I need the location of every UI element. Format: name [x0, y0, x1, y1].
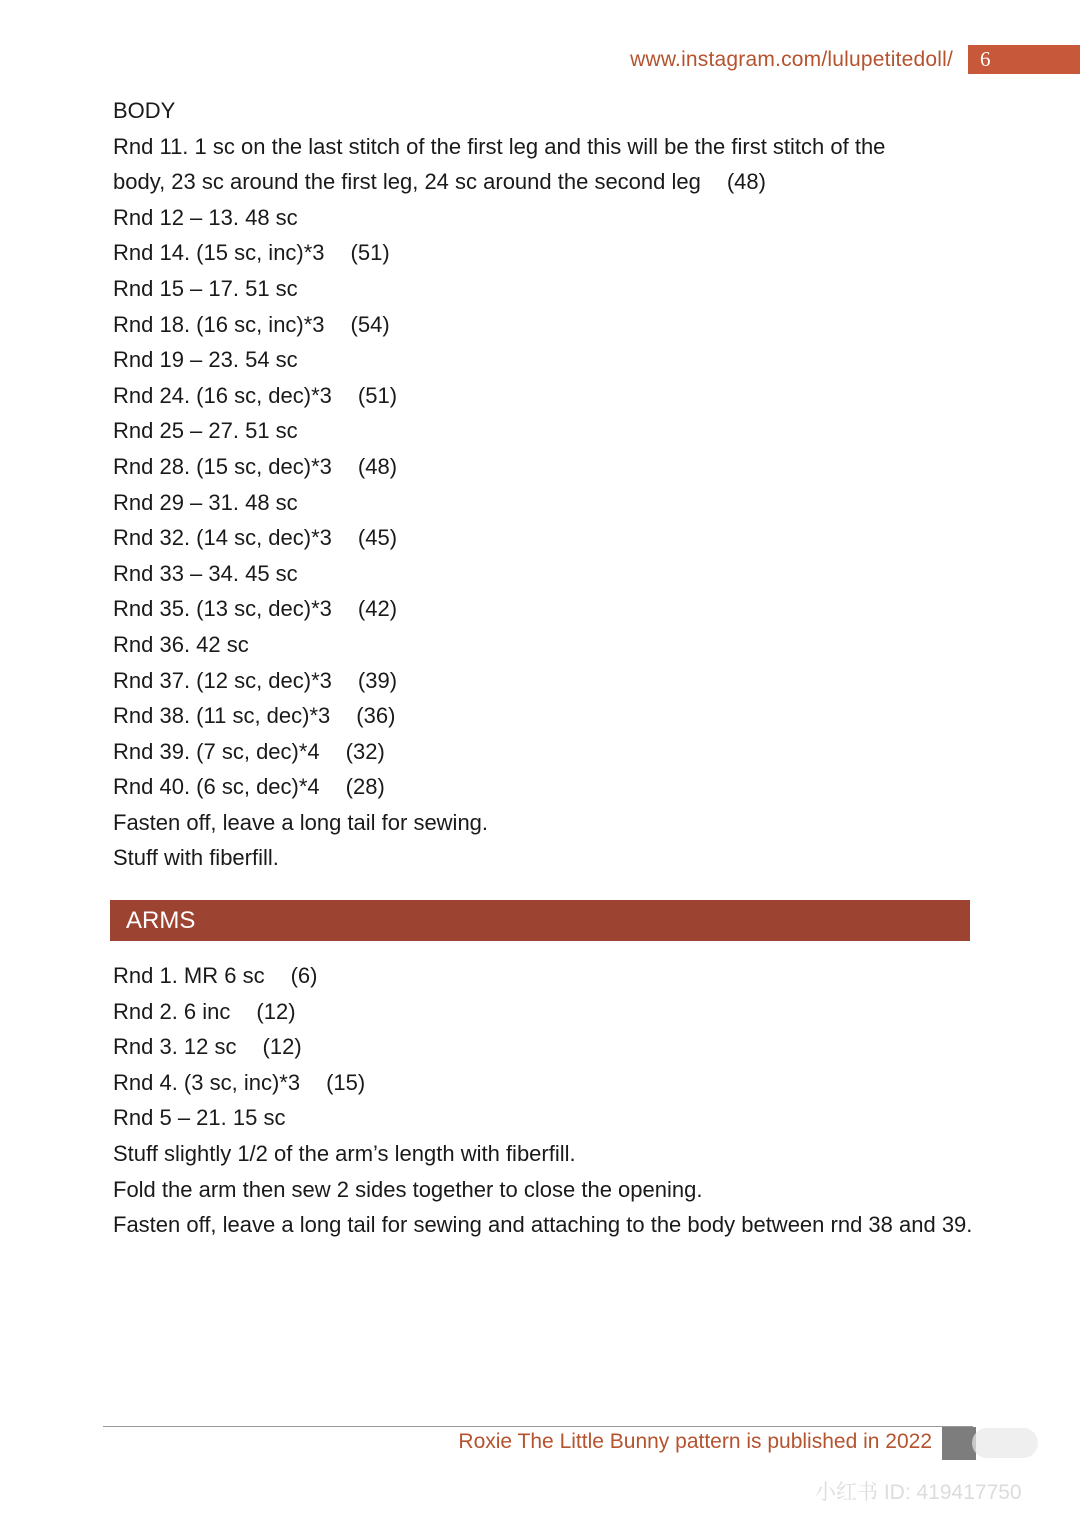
footer-gray-box — [942, 1427, 976, 1460]
row-text: Rnd 14. (15 sc, inc)*3 — [113, 240, 325, 266]
rnd11-line-1: Rnd 11. 1 sc on the last stitch of the first leg and this will be the first stitch of the — [113, 133, 886, 159]
row-stitch-count: (6) — [290, 963, 318, 988]
pattern-row — [113, 449, 973, 485]
pattern-row — [113, 1136, 973, 1172]
row-text: Rnd 39. (7 sc, dec)*4 — [113, 738, 320, 764]
arms-rows — [113, 958, 973, 1207]
footer-divider — [103, 1426, 973, 1427]
row-stitch-count: (36) — [356, 703, 396, 729]
pattern-row — [113, 556, 973, 592]
row-stitch-count: (12) — [262, 1034, 302, 1060]
pattern-row — [113, 627, 973, 663]
row-text: Rnd 15 – 17. 51 sc — [113, 275, 298, 301]
row-text: Rnd 40. (6 sc, dec)*4 — [113, 774, 320, 800]
arms-final-paragraph: Fasten off, leave a long tail for sewing and attaching to the body between rnd 38 and 39. — [113, 1212, 973, 1238]
section-bar-arms: ARMS — [110, 900, 970, 941]
pattern-row — [113, 734, 973, 770]
row-stitch-count: (51) — [350, 240, 390, 266]
row-text: Rnd 5 – 21. 15 sc — [113, 1105, 286, 1131]
pattern-row — [113, 769, 973, 805]
row-text: Rnd 24. (16 sc, dec)*3 — [113, 382, 332, 408]
page-number-badge: 6 — [968, 45, 1080, 74]
pattern-row — [113, 485, 973, 521]
pattern-row — [113, 805, 973, 841]
row-text: Fasten off, leave a long tail for sewing. — [113, 809, 489, 835]
row-stitch-count: (54) — [350, 311, 390, 337]
pattern-row — [113, 698, 973, 734]
pattern-row — [113, 840, 973, 876]
rnd11-line-2 — [113, 164, 973, 200]
row-stitch-count: (51) — [357, 382, 398, 408]
pattern-row — [113, 1065, 973, 1101]
rnd11-count: (48) — [726, 169, 766, 195]
row-text: Rnd 36. 42 sc — [113, 631, 249, 657]
pattern-row — [113, 1100, 973, 1136]
row-stitch-count: (12) — [256, 998, 296, 1024]
section-title-body: BODY — [113, 98, 176, 123]
header-url[interactable]: www.instagram.com/lulupetitedoll/ — [630, 48, 953, 71]
pattern-row — [113, 378, 973, 414]
pattern-row — [113, 520, 973, 556]
row-text: Rnd 2. 6 inc — [113, 998, 231, 1024]
row-text: Rnd 25 – 27. 51 sc — [113, 418, 298, 444]
pattern-row — [113, 591, 973, 627]
row-text: Rnd 38. (11 sc, dec)*3 — [113, 703, 331, 729]
row-text: Rnd 29 – 31. 48 sc — [113, 489, 298, 515]
row-text: Rnd 1. MR 6 sc — [113, 963, 265, 988]
row-text: Rnd 35. (13 sc, dec)*3 — [113, 596, 332, 622]
pattern-row — [113, 235, 973, 271]
pattern-row — [113, 1172, 973, 1208]
pattern-row — [113, 307, 973, 343]
pattern-row — [113, 342, 973, 378]
pattern-row — [113, 994, 973, 1030]
row-text: Stuff slightly 1/2 of the arm’s length with fiberfill. — [113, 1140, 576, 1166]
row-text: Rnd 28. (15 sc, dec)*3 — [113, 453, 332, 479]
row-text: Rnd 4. (3 sc, inc)*3 — [113, 1069, 301, 1095]
row-text: Rnd 33 – 34. 45 sc — [113, 560, 298, 586]
body-section — [113, 93, 973, 876]
pattern-row — [113, 663, 973, 699]
row-text: Rnd 37. (12 sc, dec)*3 — [113, 667, 332, 693]
pattern-row — [113, 413, 973, 449]
body-rows — [113, 200, 973, 876]
row-text: Rnd 12 – 13. 48 sc — [113, 204, 298, 230]
watermark-text: 小红书 ID: 419417750 — [815, 1481, 1022, 1504]
footer-text: Roxie The Little Bunny pattern is published in 2022 — [458, 1430, 932, 1453]
pattern-row — [113, 200, 973, 236]
row-text: Fold the arm then sew 2 sides together to close the opening. — [113, 1176, 703, 1202]
row-stitch-count: (28) — [345, 774, 385, 800]
pattern-row — [113, 271, 973, 307]
row-stitch-count: (15) — [326, 1069, 366, 1095]
row-stitch-count: (39) — [357, 667, 398, 693]
arms-section — [113, 958, 973, 1243]
row-stitch-count: (42) — [357, 596, 398, 622]
pattern-row — [113, 1029, 973, 1065]
watermark-badge — [972, 1428, 1038, 1458]
row-stitch-count: (32) — [345, 738, 385, 764]
row-text: Rnd 32. (14 sc, dec)*3 — [113, 525, 332, 551]
rnd11-text: body, 23 sc around the first leg, 24 sc around the second leg — [113, 169, 701, 195]
row-text: Rnd 18. (16 sc, inc)*3 — [113, 311, 325, 337]
row-text: Stuff with fiberfill. — [113, 845, 279, 871]
row-stitch-count: (48) — [357, 453, 398, 479]
row-stitch-count: (45) — [357, 525, 398, 551]
row-text: Rnd 3. 12 sc — [113, 1034, 237, 1060]
pattern-row — [113, 958, 973, 994]
row-text: Rnd 19 – 23. 54 sc — [113, 347, 298, 373]
